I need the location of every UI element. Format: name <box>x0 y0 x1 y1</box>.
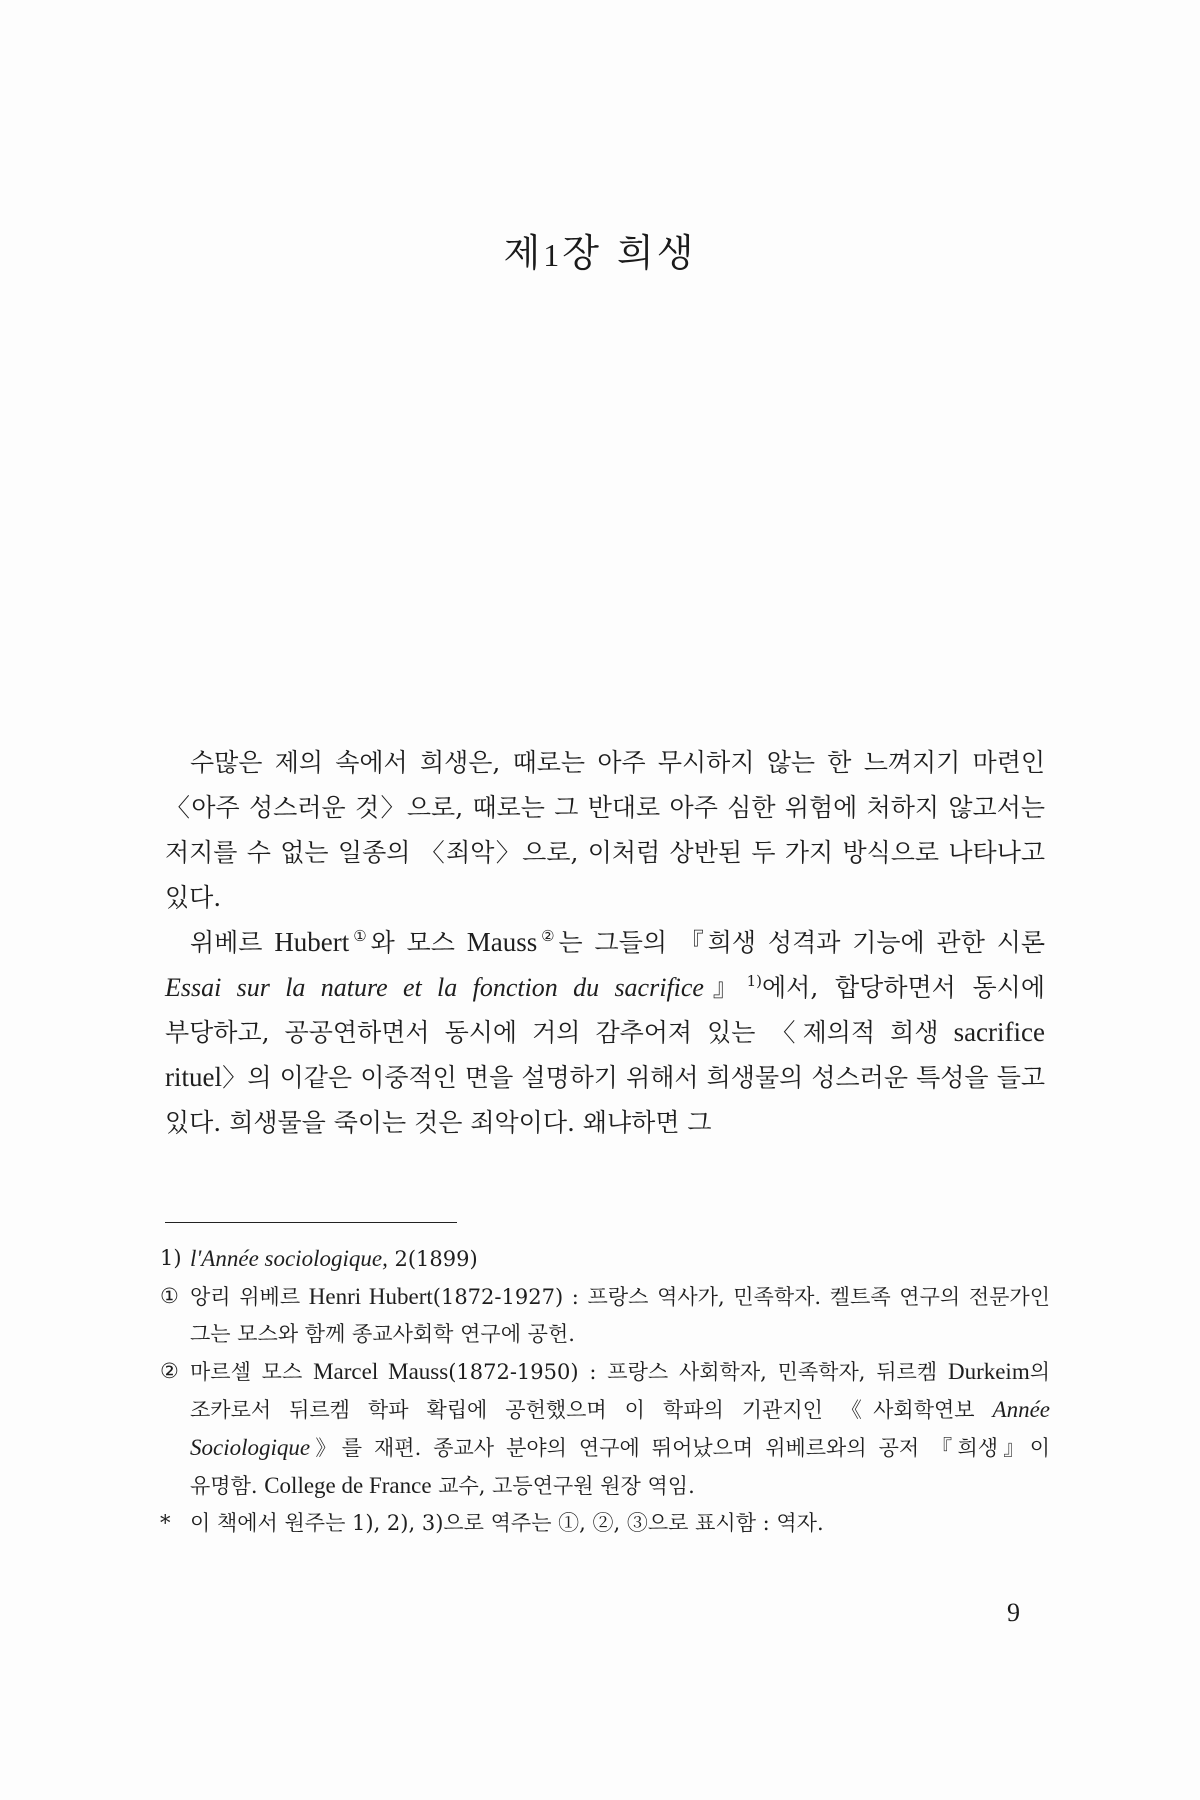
footnote-2-text-2: (1872-1927) : 프랑스 역사가, 민족학자. 켈트족 연구의 전문가인 그는 모스와 함께 종교사회학 연구에 공헌. <box>190 1285 1050 1346</box>
footnote-2 <box>160 1278 1050 1353</box>
footnote-1-text: 2(1899) <box>387 1247 478 1271</box>
footnote-3 <box>160 1353 1050 1505</box>
footnote-2-text-1: 앙리 위베르 <box>190 1285 309 1309</box>
footnote-3-journal: Année Sociologique <box>190 1397 1050 1460</box>
essai-title: Essai sur la nature et la fonction du sacrifice <box>165 973 704 1002</box>
p2-text-3: 는 그들의 『희생 성격과 기능에 관한 시론 <box>558 928 1045 957</box>
footnote-3-text-2: (1872-1950) : 프랑스 사회학자, 민족학자, 뒤르켐 <box>448 1360 948 1384</box>
chapter-number: 1 <box>543 237 563 273</box>
chapter-suffix: 장 희생 <box>562 231 697 275</box>
footnote-divider <box>165 1222 457 1223</box>
p2-text-5: 에서, 합당하면서 동시에 부당하고, 공공연하면서 동시에 거의 감추어져 있는 〈제의적 희생 <box>165 973 1045 1047</box>
p2-text-4: 』 <box>703 973 747 1002</box>
footnote-3-text-5: 교수, 고등연구원 원장 역임. <box>431 1474 695 1498</box>
author-note-marker-1: 1) <box>746 972 763 990</box>
footnote-4-text: 이 책에서 원주는 1), 2), 3)으로 역주는 ①, ②, ③으로 표시함 : 역자. <box>190 1511 824 1535</box>
footnote-4-mark: * <box>160 1511 171 1535</box>
footnote-3-text-1: 마르셀 모스 <box>190 1360 314 1384</box>
p2-text-2: 와 모스 <box>370 928 467 957</box>
footnote-4 <box>160 1505 1050 1542</box>
body-text <box>165 740 1045 1145</box>
paragraph-1: 수많은 제의 속에서 희생은, 때로는 아주 무시하지 않는 한 느껴지기 마련인 〈아주 성스러운 것〉으로, 때로는 그 반대로 아주 심한 위험에 처하지 않고서는 저지를 수 없는 일종의 〈죄악〉으로, 이처럼 상반된 두 가지 방식으로 나타나고 있다. <box>165 748 1045 912</box>
chapter-prefix: 제 <box>503 231 544 275</box>
translator-note-marker-1: ① <box>349 927 371 945</box>
sacrifice-rituel: sacrifice rituel <box>165 1017 1045 1092</box>
footnote-1-mark: 1) <box>160 1246 182 1270</box>
footnote-3-college: College de France <box>264 1473 432 1498</box>
chapter-title <box>0 222 1200 277</box>
hubert-name: Hubert <box>274 927 350 957</box>
footnote-3-durkeim: Durkeim <box>947 1359 1030 1384</box>
footnote-3-mark: ② <box>160 1359 179 1383</box>
page-number: 9 <box>1007 1598 1020 1627</box>
mauss-name: Mauss <box>466 927 538 957</box>
footnote-1-title: l'Année sociologique, <box>190 1246 388 1271</box>
footnote-2-name: Henri Hubert <box>308 1284 433 1309</box>
footnote-3-text-4: 》를 재편. 종교사 분야의 연구에 뛰어났으며 위베르와의 공저 『희생』이 유명함. <box>190 1436 1050 1498</box>
paragraph-2 <box>165 920 1045 1145</box>
p2-text-1: 위베르 <box>190 928 275 957</box>
footnote-3-name: Marcel Mauss <box>313 1359 449 1384</box>
footnote-3-text-3: 의 조카로서 뒤르켐 학파 확립에 공헌했으며 이 학파의 기관지인 《사회학연보 <box>190 1360 1051 1422</box>
translator-note-marker-2: ② <box>537 927 559 945</box>
footnote-1 <box>160 1240 1050 1278</box>
footnote-2-mark: ① <box>160 1284 179 1308</box>
p2-text-6: 〉의 이같은 이중적인 면을 설명하기 위해서 희생물의 성스러운 특성을 들고 있다. 희생물을 죽이는 것은 죄악이다. 왜냐하면 그 <box>165 1063 1045 1137</box>
footnotes <box>160 1240 1050 1542</box>
